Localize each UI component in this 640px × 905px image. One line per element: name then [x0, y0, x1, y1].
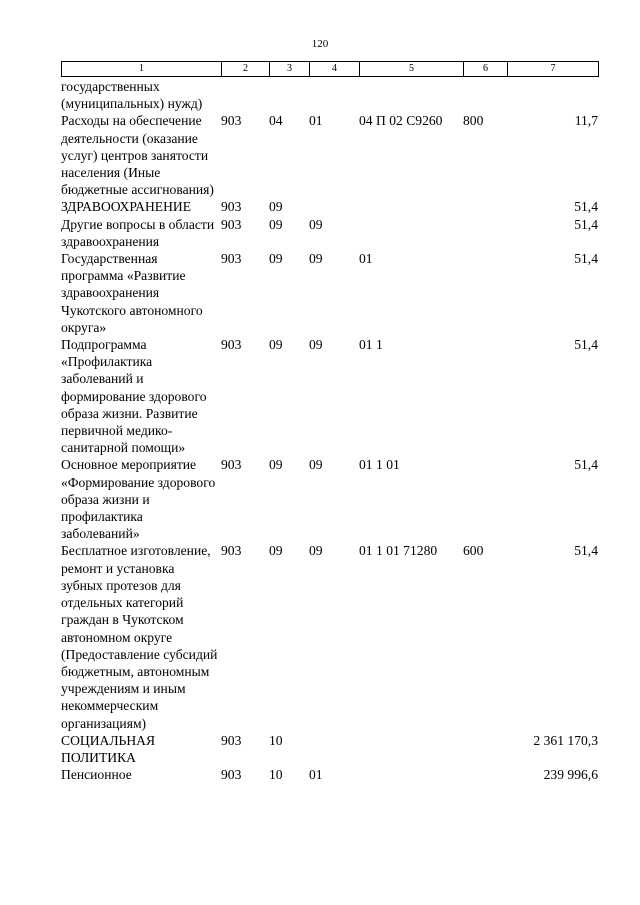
table-row: [61, 112, 598, 198]
budget-table: [61, 78, 598, 783]
header-col-4: 4: [310, 62, 360, 77]
row-name: Основное мероприятие «Формирование здорового образа жизни и профилактика заболеваний»: [61, 457, 216, 542]
row-amount: 51,4: [574, 543, 598, 559]
row-expense-type: [463, 766, 507, 783]
row-amount: 11,7: [574, 113, 598, 129]
row-name: Расходы на обеспечение деятельности (оказание услуг) центров занятости населения (Иные бюджетные ассигнования): [61, 113, 214, 198]
row-section: 09: [269, 543, 283, 559]
row-admin-code: 903: [221, 199, 242, 215]
row-amount: [507, 78, 598, 112]
row-name: СОЦИАЛЬНАЯ ПОЛИТИКА: [61, 732, 156, 765]
row-amount: 239 996,6: [543, 767, 598, 783]
row-expense-type: 600: [463, 543, 484, 559]
row-amount: 51,4: [574, 216, 598, 232]
row-subsection: [309, 732, 359, 766]
row-expense-type: [463, 198, 507, 215]
row-expense-type: [463, 336, 507, 456]
row-target-article: 04 П 02 С9260: [359, 113, 443, 129]
row-section: 09: [269, 457, 283, 473]
table-row: [61, 78, 598, 112]
header-col-2: 2: [222, 62, 270, 77]
table-row: [61, 766, 598, 783]
row-section: 09: [269, 337, 283, 353]
row-admin-code: 903: [221, 732, 242, 748]
table-row: [61, 198, 598, 215]
row-target-article: [359, 216, 463, 250]
row-amount: 51,4: [574, 251, 598, 267]
row-amount: 51,4: [574, 337, 598, 353]
row-section: 09: [269, 199, 283, 215]
row-subsection: 09: [309, 251, 323, 267]
table-row: [61, 456, 598, 542]
row-name: государственных (муниципальных) нужд): [61, 79, 203, 112]
page-number: 120: [311, 38, 329, 50]
row-amount: 51,4: [574, 199, 598, 215]
row-name: Подпрограмма «Профилактика заболеваний и формирование здорового образа жизни. Развитие первичной медико-санитарной помощи»: [61, 337, 207, 456]
row-admin-code: 903: [221, 337, 242, 353]
row-section: 10: [269, 732, 283, 748]
row-admin-code: 903: [221, 113, 242, 129]
table-header: [61, 61, 599, 77]
header-col-5: 5: [360, 62, 464, 77]
row-name: Пенсионное: [61, 767, 132, 783]
row-admin-code: 903: [221, 543, 242, 559]
row-section: [269, 78, 309, 112]
row-expense-type: [463, 216, 507, 250]
row-target-article: [359, 766, 463, 783]
row-expense-type: [463, 250, 507, 336]
row-target-article: 01 1 01: [359, 457, 400, 473]
row-expense-type: [463, 456, 507, 542]
row-admin-code: [221, 78, 269, 112]
row-subsection: 09: [309, 543, 323, 559]
header-col-7: 7: [508, 62, 599, 77]
row-subsection: 09: [309, 337, 323, 353]
header-col-1: 1: [62, 62, 222, 77]
row-admin-code: 903: [221, 251, 242, 267]
row-admin-code: 903: [221, 216, 242, 232]
row-section: 09: [269, 216, 283, 232]
row-amount: 51,4: [574, 457, 598, 473]
row-admin-code: 903: [221, 457, 242, 473]
header-col-3: 3: [270, 62, 310, 77]
row-subsection: [309, 78, 359, 112]
row-section: 10: [269, 767, 283, 783]
row-subsection: 01: [309, 113, 323, 129]
row-expense-type: [463, 732, 507, 766]
row-name: Другие вопросы в области здравоохранения: [61, 216, 215, 249]
table-row: [61, 250, 598, 336]
row-target-article: [359, 198, 463, 215]
row-subsection: 01: [309, 767, 323, 783]
row-subsection: 09: [309, 216, 323, 232]
row-name: Бесплатное изготовление, ремонт и установка зубных протезов для отдельных категорий граждан в Чукотском автономном округе (Предоставление субсидий бюджетным, автономным учреждениям и иным некоммерческим организациям): [61, 543, 218, 731]
row-name: ЗДРАВООХРАНЕНИЕ: [61, 199, 192, 215]
table-row: [61, 336, 598, 456]
table-row: [61, 732, 598, 766]
row-target-article: 01: [359, 251, 373, 267]
table-row: [61, 542, 598, 731]
header-row: [62, 62, 599, 77]
header-col-6: 6: [464, 62, 508, 77]
row-amount: 2 361 170,3: [533, 732, 598, 748]
row-name: Государственная программа «Развитие здравоохранения Чукотского автономного округа»: [61, 251, 203, 335]
row-section: 09: [269, 251, 283, 267]
row-expense-type: 800: [463, 113, 484, 129]
row-target-article: [359, 78, 463, 112]
row-expense-type: [463, 78, 507, 112]
row-target-article: 01 1 01 71280: [359, 543, 438, 559]
row-subsection: 09: [309, 457, 323, 473]
row-target-article: [359, 732, 463, 766]
row-admin-code: 903: [221, 767, 242, 783]
row-section: 04: [269, 113, 283, 129]
table-row: [61, 216, 598, 250]
row-target-article: 01 1: [359, 337, 383, 353]
row-subsection: [309, 198, 359, 215]
